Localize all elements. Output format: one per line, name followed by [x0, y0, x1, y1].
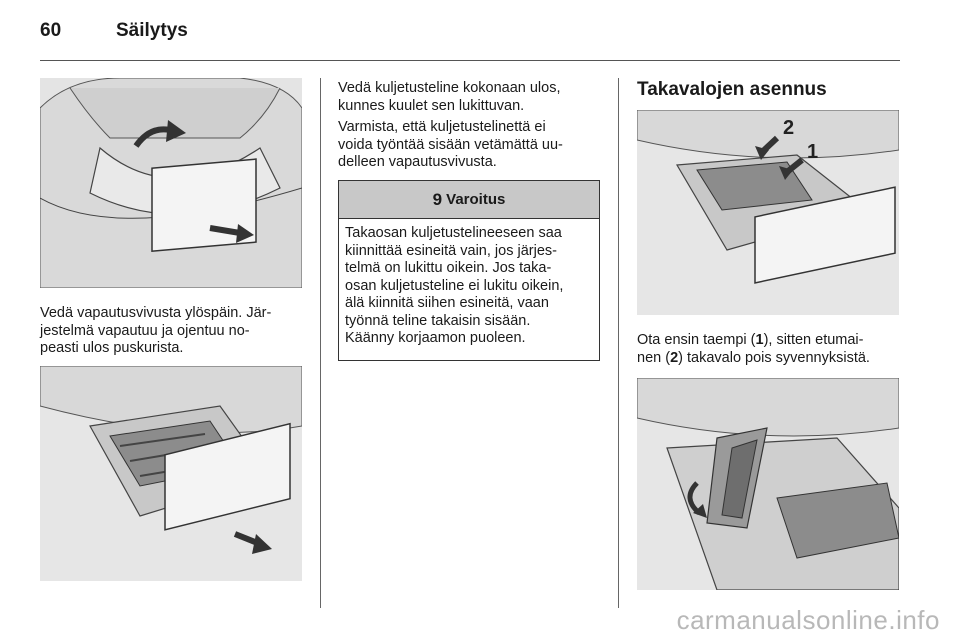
heading-tail-light-install: Takavalojen asennus [637, 79, 827, 100]
warning-text: Takaosan kuljetustelineeseen saa kiinnittää esineitä vain, jos järjes- telmä on lukittu oikein. Jos taka- osan kuljetusteline ei lukitu oikein, älä kiinnitä siihen esineitä, vaan työnnä teline takaisin sisään. Käänny korjaamon puoleen. [345, 225, 564, 346]
instruction-verify-lock: Varmista, että kuljetustelinettä ei voida työntää sisään vetämättä uu- delleen vapautusvivusta. [338, 119, 563, 170]
figure-release-lever [40, 78, 302, 288]
page-number: 60 [40, 20, 62, 41]
column-divider-1 [320, 78, 321, 608]
figure-tail-light-detail [637, 378, 899, 590]
figure-tail-lights-removal [637, 110, 899, 315]
figure-label-2: 2 [783, 117, 795, 139]
header-rule [40, 60, 900, 61]
figure-carrier-extended [40, 366, 302, 581]
column-divider-2 [618, 78, 619, 608]
warning-title: Varoitus [446, 191, 506, 208]
caption-tail-lights: Ota ensin taempi (1), sitten etumai- nen (2) takavalo pois syvennyksistä. [637, 332, 870, 366]
section-title: Säilytys [116, 20, 188, 41]
warning-header [339, 181, 599, 219]
watermark: carmanualsonline.info [676, 605, 940, 635]
warning-box [338, 180, 600, 361]
figure-label-1: 1 [807, 141, 819, 163]
page-header [40, 20, 188, 46]
warning-icon: 9 [432, 189, 443, 209]
caption-release-lever: Vedä vapautusvivusta ylöspäin. Jär- jestelmä vapautuu ja ojentuu no- peasti ulos puskurista. [40, 305, 272, 356]
instruction-pull-out: Vedä kuljetusteline kokonaan ulos, kunnes kuulet sen lukittuvan. [338, 80, 561, 114]
